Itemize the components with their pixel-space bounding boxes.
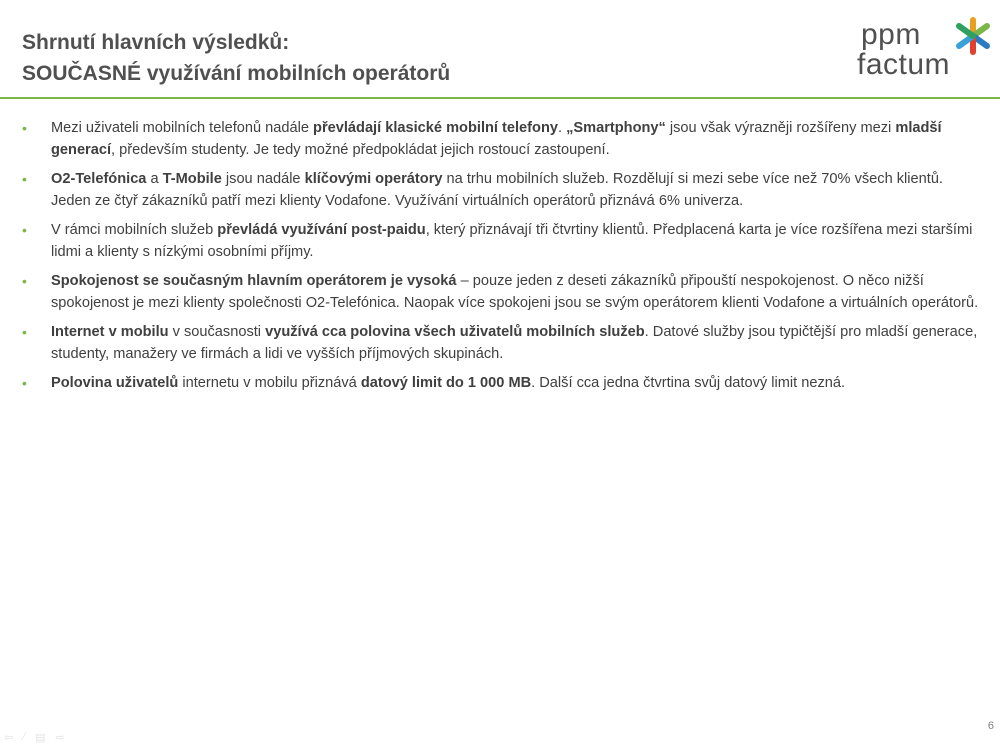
slide-title <box>22 27 450 89</box>
logo-star-icon <box>953 16 993 56</box>
bullet-text: , především studenty. Je tedy možné předpokládat jejich rostoucí zastoupení. <box>111 141 610 158</box>
bullet-dot-icon: • <box>22 120 27 136</box>
ppm-factum-logo <box>857 18 997 81</box>
bullet-item <box>22 373 982 395</box>
slideshow-nav <box>4 731 65 744</box>
bullet-item <box>22 271 982 314</box>
bullet-text-bold: využívá cca polovina všech uživatelů mobilních služeb <box>265 324 645 340</box>
bullet-item <box>22 322 982 365</box>
bullet-text-bold: klíčovými operátory <box>304 171 443 187</box>
bullet-dot-icon: • <box>22 375 27 391</box>
bullet-text: . Další cca jedna čtvrtina svůj datový limit nezná. <box>531 375 846 391</box>
bullet-text-bold: Polovina uživatelů <box>51 375 179 391</box>
bullet-text: v současnosti <box>168 324 266 340</box>
logo-text-factum: factum <box>857 48 951 81</box>
bullet-item <box>22 220 982 263</box>
title-divider <box>0 97 1000 99</box>
bullet-dot-icon: • <box>22 273 27 289</box>
page-number: 6 <box>987 720 994 732</box>
bullet-dot-icon: • <box>22 171 27 187</box>
bullet-text-bold: převládá využívání post-paidu <box>217 222 426 238</box>
bullet-text-bold: O2-Telefónica <box>51 171 147 187</box>
bullet-text: . Datové služby jsou typičtější pro mladší generace, studenty, manažery ve firmách a lidi ve vyšších příjmových skupinách. <box>51 324 978 362</box>
bullet-text: a <box>146 171 163 187</box>
bullet-text: jsou nadále <box>221 171 305 187</box>
previous-icon[interactable]: ⇦ <box>4 732 14 744</box>
bullet-text: internetu v mobilu přiznává <box>178 375 361 391</box>
bullet-dot-icon: • <box>22 324 27 340</box>
menu-icon[interactable]: ▤ <box>35 732 46 744</box>
bullet-text-bold: Spokojenost se současným hlavním operátorem je vysoká <box>51 273 457 289</box>
title-line-1: Shrnutí hlavních výsledků: <box>22 31 290 54</box>
bullet-list <box>22 118 982 403</box>
bullet-text-bold: T-Mobile <box>162 171 222 187</box>
bullet-text: . <box>557 120 567 136</box>
logo-text-ppm: ppm <box>861 18 921 51</box>
bullet-text: – pouze jeden z deseti zákazníků připouští nespokojenost. O něco nižší spokojenost je mezi klienty společnosti O2-Telefónica. Naopak více spokojeni jsou se svým operátorem klienti Vodafone a virtuálních operátorů. <box>51 273 979 311</box>
title-line-2: SOUČASNÉ využívání mobilních operátorů <box>22 62 451 85</box>
bullet-text: V rámci mobilních služeb <box>51 222 218 238</box>
bullet-text: jsou však výrazněji rozšířeny mezi <box>665 120 896 136</box>
next-icon[interactable]: ⇨ <box>55 732 65 744</box>
bullet-text-bold: mladší generací <box>51 120 942 158</box>
bullet-text-bold: převládají klasické mobilní telefony <box>313 120 558 136</box>
bullet-dot-icon: • <box>22 222 27 238</box>
bullet-item <box>22 118 982 161</box>
bullet-text: Mezi uživateli mobilních telefonů nadále <box>51 120 314 136</box>
bullet-text-bold: Internet v mobilu <box>51 324 169 340</box>
bullet-text: , který přiznávají tři čtvrtiny klientů. Předplacená karta je více rozšířena mezi staršími lidmi a klienty s nízkými osobními příjmy. <box>51 222 973 260</box>
bullet-item <box>22 169 982 212</box>
bullet-text-bold: datový limit do 1 000 MB <box>360 375 532 391</box>
bullet-text-bold: „Smartphony“ <box>566 120 666 136</box>
pen-icon[interactable]: ∕ <box>23 731 26 743</box>
bullet-text: na trhu mobilních služeb. Rozdělují si mezi sebe více než 70% všech klientů. Jeden ze čtyř zákazníků patří mezi klienty Vodafone. Využívání virtuálních operátorů přiznává 6% univerza. <box>51 171 943 209</box>
